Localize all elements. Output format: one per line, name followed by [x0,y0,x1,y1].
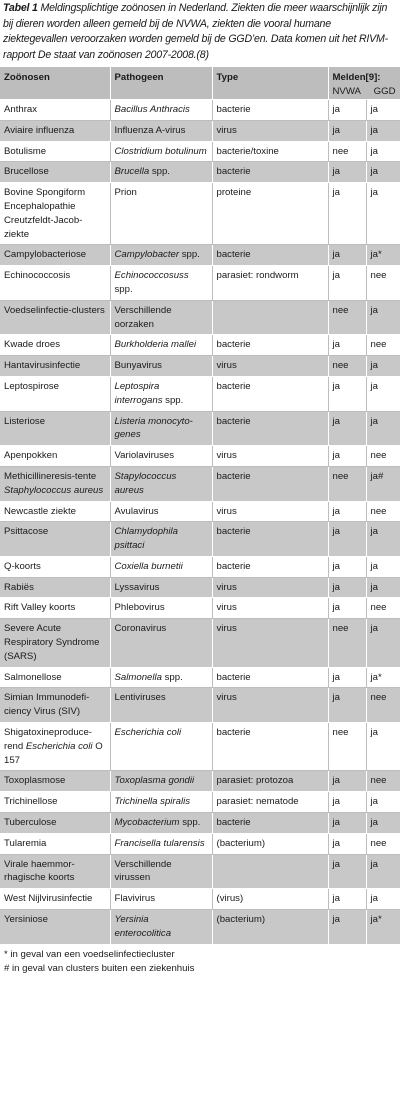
table-row [0,162,400,183]
pathogen-name: Verschillende virussen [114,858,172,884]
pathogen-name: Francisella tularensis [114,837,205,849]
cell-zoonose [0,889,110,910]
table-row [0,619,400,667]
zoonose-name: Campylobacteriose [4,249,87,261]
cell-pathogeen [110,688,212,723]
cell-ggd: ja [366,300,400,335]
table-caption [0,0,400,67]
cell-type: virus [212,446,328,467]
cell-nvwa: ja [328,577,366,598]
pathogen-name: Yersinia enterocolitica [114,914,172,939]
cell-zoonose [0,556,110,577]
pathogen-suffix: spp. [179,249,200,261]
zoonose-name: Shigatoxineproduce-rend [4,727,93,752]
table-row [0,833,400,854]
cell-ggd: nee [366,501,400,522]
table-row [0,446,400,467]
cell-ggd: nee [366,266,400,301]
cell-ggd: nee [366,598,400,619]
zoonose-name: Newcastle ziekte [4,505,76,517]
cell-zoonose [0,619,110,667]
cell-nvwa: nee [328,466,366,501]
zoonose-name: Rift Valley koorts [4,602,76,614]
pathogen-name: Verschillende oorzaken [114,304,172,330]
cell-pathogeen [110,183,212,245]
cell-zoonose [0,411,110,446]
cell-zoonose [0,266,110,301]
pathogen-name: Listeria monocyto-genes [114,415,193,441]
cell-zoonose [0,446,110,467]
cell-ggd: ja [366,889,400,910]
zoonose-name-after: O 157 [4,740,103,766]
cell-zoonose [0,183,110,245]
cell-pathogeen [110,411,212,446]
zoonose-name: Methicillineresis-tente [4,470,97,482]
cell-type: parasiet: protozoa [212,771,328,792]
pathogen-name: Phlebovirus [114,602,165,614]
cell-nvwa: ja [328,813,366,834]
cell-zoonose [0,466,110,501]
cell-pathogeen [110,162,212,183]
cell-type: bacterie [212,162,328,183]
cell-ggd: ja* [366,910,400,945]
pathogen-name: Salmonella [114,671,162,683]
table-row [0,792,400,813]
cell-pathogeen [110,619,212,667]
cell-type: virus [212,356,328,377]
table-header-row [0,67,400,99]
cell-nvwa: ja [328,910,366,945]
zoonose-name: Severe Acute Respiratory Syndrome (SARS) [4,623,100,662]
cell-ggd: ja [366,556,400,577]
cell-type: (virus) [212,889,328,910]
cell-pathogeen [110,833,212,854]
zoonose-name: Trichinellose [4,796,58,808]
table-row [0,889,400,910]
cell-ggd: nee [366,446,400,467]
header-melden-label: Melden[9]: [332,72,381,84]
cell-zoonose [0,910,110,945]
zoonose-name: Kwade droes [4,339,60,351]
cell-pathogeen [110,356,212,377]
cell-zoonose [0,120,110,141]
table-row [0,577,400,598]
zoonose-name-italic: Staphylococcus aureus [4,484,104,496]
header-melden [328,67,400,99]
cell-nvwa: ja [328,771,366,792]
zoonose-name: Toxoplasmose [4,775,66,787]
cell-zoonose [0,723,110,771]
cell-zoonose [0,335,110,356]
table-row [0,120,400,141]
cell-type: bacterie/toxine [212,141,328,162]
cell-nvwa: ja [328,99,366,120]
pathogen-name: Campylobacter [114,249,180,261]
pathogen-name: Toxoplasma gondii [114,775,195,787]
table-row [0,910,400,945]
cell-nvwa: ja [328,889,366,910]
table-row [0,335,400,356]
zoonose-name: Anthrax [4,103,38,115]
cell-zoonose [0,501,110,522]
cell-nvwa: ja [328,833,366,854]
cell-zoonose [0,522,110,557]
cell-type: proteine [212,183,328,245]
zoonose-name-italic: Escherichia coli [23,740,93,752]
pathogen-name: Chlamydophila psittaci [114,526,178,552]
header-ggd: GGD [373,86,396,98]
cell-nvwa: ja [328,598,366,619]
zoonose-name: Apenpokken [4,450,58,462]
cell-zoonose [0,141,110,162]
cell-pathogeen [110,335,212,356]
header-pathogeen: Pathogeen [110,67,212,99]
cell-nvwa: ja [328,792,366,813]
table-body [0,99,400,944]
cell-nvwa: ja [328,501,366,522]
zoonose-name: Psittacose [4,526,49,538]
zoonose-name: Virale haemmor-rhagische koorts [4,858,75,884]
cell-pathogeen [110,446,212,467]
cell-pathogeen [110,792,212,813]
zoonose-name: Tularemia [4,837,47,849]
zoonose-name: Echinococcosis [4,270,71,282]
cell-type [212,300,328,335]
cell-zoonose [0,376,110,411]
cell-type: bacterie [212,99,328,120]
cell-type: virus [212,577,328,598]
cell-pathogeen [110,120,212,141]
cell-type: bacterie [212,522,328,557]
table-row [0,771,400,792]
caption-label: Tabel 1 [3,2,38,14]
cell-ggd: nee [366,771,400,792]
caption-text: Meldingsplichtige zoönosen in Nederland. Ziekten die meer waarschijnlijk zijn bij dieren worden alleen gemeld bij de NVWA, ziekten die vooral humane ziektegevallen veroorzaken worden gemeld bij de GGD’en. Data komen uit het RIVM-rapport De staat van zoönosen 2007-2008.(8) [3,2,388,61]
cell-type: bacterie [212,466,328,501]
cell-type: bacterie [212,376,328,411]
pathogen-name: Bacillus Anthracis [114,103,190,115]
cell-zoonose [0,813,110,834]
cell-type: (bacterium) [212,833,328,854]
cell-pathogeen [110,854,212,889]
cell-type: bacterie [212,813,328,834]
table-row [0,522,400,557]
footnote-hash: # in geval van clusters buiten een ziekenhuis [4,962,195,974]
cell-type: bacterie [212,723,328,771]
cell-ggd: ja [366,723,400,771]
cell-nvwa: ja [328,522,366,557]
cell-nvwa: nee [328,141,366,162]
pathogen-name: Burkholderia mallei [114,339,197,351]
zoonose-name: Leptospirose [4,380,59,392]
cell-ggd: ja [366,619,400,667]
pathogen-name: Variolaviruses [114,450,175,462]
zoonose-name: Simian Immunodefi-ciency Virus (SIV) [4,692,90,718]
cell-pathogeen [110,910,212,945]
cell-ggd: ja [366,813,400,834]
pathogen-name: Brucella [114,166,150,178]
cell-pathogeen [110,141,212,162]
cell-nvwa: ja [328,245,366,266]
cell-type: virus [212,688,328,723]
zoonoses-table [0,67,400,944]
table-row [0,141,400,162]
pathogen-name: Trichinella spiralis [114,796,191,808]
table-row [0,667,400,688]
cell-ggd: ja [366,522,400,557]
cell-zoonose [0,300,110,335]
zoonose-name: Tuberculose [4,817,57,829]
zoonose-name: Aviaire influenza [4,124,75,136]
cell-ggd: ja [366,120,400,141]
cell-nvwa: nee [328,723,366,771]
cell-type: (bacterium) [212,910,328,945]
cell-type: bacterie [212,335,328,356]
pathogen-suffix: spp. [161,671,183,683]
pathogen-name: Lyssavirus [114,581,160,593]
cell-pathogeen [110,813,212,834]
cell-nvwa: nee [328,356,366,377]
zoonose-name: Yersiniose [4,914,48,926]
cell-pathogeen [110,300,212,335]
cell-pathogeen [110,556,212,577]
cell-nvwa: nee [328,619,366,667]
pathogen-name: Lentiviruses [114,692,166,704]
table-row [0,813,400,834]
cell-nvwa: ja [328,688,366,723]
footnotes [0,945,400,979]
header-zoonosen: Zoönosen [0,67,110,99]
pathogen-suffix: spp. [162,394,184,406]
cell-ggd: ja [366,141,400,162]
cell-type: bacterie [212,411,328,446]
cell-type: parasiet: rondworm [212,266,328,301]
pathogen-name: Avulavirus [114,505,159,517]
cell-nvwa: ja [328,120,366,141]
pathogen-suffix: spp. [149,166,170,178]
cell-ggd: ja [366,356,400,377]
cell-type: virus [212,619,328,667]
zoonose-name: Q-koorts [4,560,41,572]
cell-ggd: nee [366,335,400,356]
zoonose-name: Brucellose [4,166,49,178]
cell-type: bacterie [212,556,328,577]
cell-ggd: ja [366,577,400,598]
cell-ggd: ja [366,411,400,446]
cell-nvwa: ja [328,376,366,411]
cell-nvwa: ja [328,266,366,301]
cell-zoonose [0,577,110,598]
cell-nvwa: ja [328,446,366,467]
cell-pathogeen [110,723,212,771]
header-nvwa: NVWA [332,86,361,98]
pathogen-name: Stapylococcus aureus [114,470,177,496]
cell-zoonose [0,598,110,619]
cell-zoonose [0,833,110,854]
cell-pathogeen [110,577,212,598]
table-row [0,723,400,771]
table-row [0,466,400,501]
pathogen-name: Coronavirus [114,623,167,635]
cell-nvwa: ja [328,854,366,889]
table-row [0,556,400,577]
cell-zoonose [0,688,110,723]
cell-nvwa: ja [328,556,366,577]
cell-pathogeen [110,99,212,120]
table-row [0,300,400,335]
table-row [0,266,400,301]
cell-ggd: ja [366,792,400,813]
pathogen-suffix: spp. [114,283,133,295]
table-row [0,99,400,120]
cell-zoonose [0,245,110,266]
cell-pathogeen [110,501,212,522]
zoonose-name: Salmonellose [4,671,62,683]
cell-ggd: ja# [366,466,400,501]
table-row [0,183,400,245]
pathogen-name: Echinococcosuss [114,270,189,282]
cell-type: virus [212,598,328,619]
cell-type: virus [212,120,328,141]
cell-pathogeen [110,522,212,557]
table-row [0,245,400,266]
cell-zoonose [0,792,110,813]
pathogen-name: Flavivirus [114,893,156,905]
zoonose-name: Botulisme [4,145,47,157]
cell-nvwa: ja [328,183,366,245]
cell-nvwa: ja [328,335,366,356]
cell-pathogeen [110,376,212,411]
pathogen-name: Clostridium botulinum [114,145,207,157]
cell-ggd: nee [366,833,400,854]
cell-zoonose [0,99,110,120]
cell-zoonose [0,356,110,377]
cell-pathogeen [110,667,212,688]
cell-ggd: ja* [366,667,400,688]
cell-ggd: ja* [366,245,400,266]
cell-nvwa: nee [328,300,366,335]
pathogen-name: Bunyavirus [114,360,162,372]
cell-ggd: ja [366,99,400,120]
cell-nvwa: ja [328,411,366,446]
pathogen-name: Leptospira interrogans [114,380,163,406]
cell-zoonose [0,162,110,183]
cell-ggd: nee [366,688,400,723]
cell-nvwa: ja [328,162,366,183]
cell-type: parasiet: nematode [212,792,328,813]
pathogen-name: Prion [114,187,137,199]
pathogen-name: Mycobacterium [114,817,180,829]
pathogen-suffix: spp. [179,817,201,829]
cell-pathogeen [110,466,212,501]
cell-pathogeen [110,245,212,266]
cell-ggd: ja [366,162,400,183]
cell-pathogeen [110,266,212,301]
cell-ggd: ja [366,376,400,411]
cell-type: bacterie [212,667,328,688]
zoonose-name: West Nijlvirusinfectie [4,893,93,905]
cell-type: bacterie [212,245,328,266]
zoonose-name: Bovine Spongiform Encephalopathie Creutzfeldt-Jacob-ziekte [4,187,86,240]
cell-pathogeen [110,598,212,619]
cell-zoonose [0,771,110,792]
cell-ggd: ja [366,854,400,889]
cell-nvwa: ja [328,667,366,688]
table-row [0,356,400,377]
table-row [0,854,400,889]
cell-type [212,854,328,889]
zoonose-name: Rabiës [4,581,34,593]
cell-pathogeen [110,889,212,910]
cell-type: virus [212,501,328,522]
pathogen-name: Coxiella burnetii [114,560,183,572]
header-type: Type [212,67,328,99]
table-row [0,688,400,723]
table-row [0,411,400,446]
pathogen-name: Escherichia coli [114,727,182,739]
table-row [0,376,400,411]
zoonose-name: Hantavirusinfectie [4,360,81,372]
cell-pathogeen [110,771,212,792]
zoonose-name: Listeriose [4,415,46,427]
pathogen-name: Influenza A-virus [114,124,186,136]
footnote-asterisk: * in geval van een voedselinfectiecluster [4,948,175,960]
table-row [0,598,400,619]
cell-zoonose [0,854,110,889]
table-row [0,501,400,522]
zoonose-name: Voedselinfectie-clusters [4,304,105,316]
cell-zoonose [0,667,110,688]
header-melden-sub [333,85,396,99]
cell-ggd: ja [366,183,400,245]
